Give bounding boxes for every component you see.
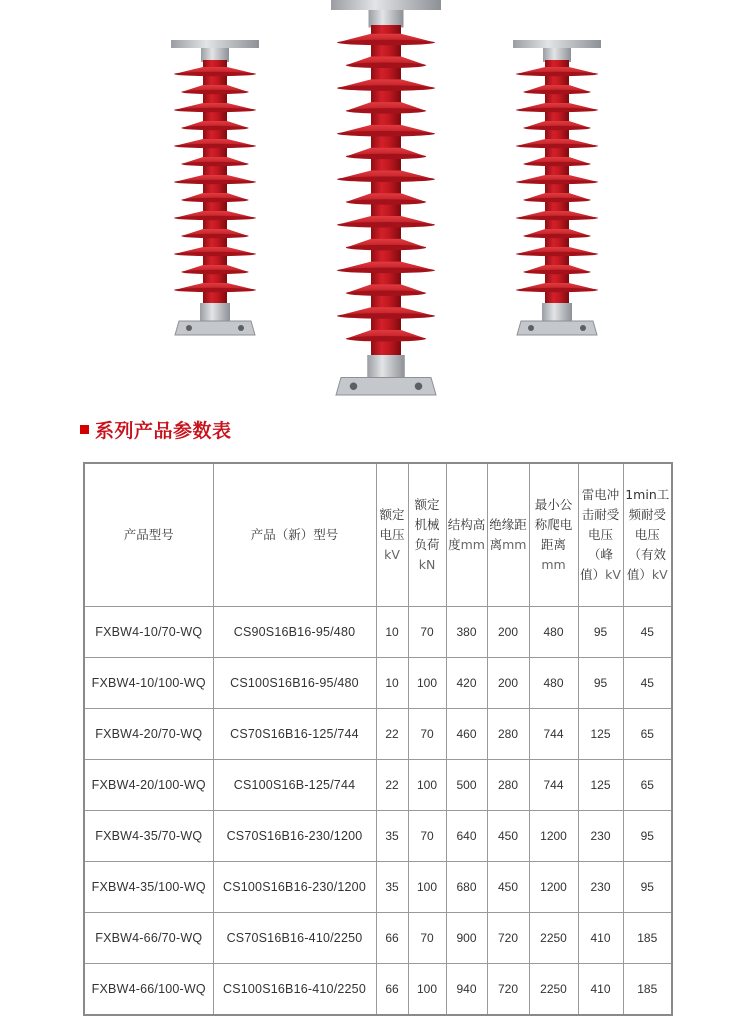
section-title: 系列产品参数表	[95, 419, 232, 442]
table-cell: CS100S16B16-410/2250	[213, 964, 376, 1016]
table-cell: 900	[446, 913, 487, 964]
table-cell: 200	[487, 658, 529, 709]
header-unit: mm	[541, 557, 566, 572]
table-cell: 100	[408, 658, 446, 709]
table-cell: 640	[446, 811, 487, 862]
table-cell: 70	[408, 811, 446, 862]
table-cell: 22	[376, 709, 408, 760]
heading-bullet-icon	[80, 425, 89, 434]
table-cell: 35	[376, 862, 408, 913]
header-label: 1min工频耐受电压（有效值）	[625, 487, 670, 582]
header-label: 额定机械负荷	[414, 497, 440, 552]
table-cell: CS70S16B16-230/1200	[213, 811, 376, 862]
table-cell: 45	[623, 607, 672, 658]
table-cell: CS70S16B16-410/2250	[213, 913, 376, 964]
table-cell: 450	[487, 862, 529, 913]
header-label: 产品（新）型号	[250, 527, 339, 542]
table-cell: 450	[487, 811, 529, 862]
table-cell: 185	[623, 913, 672, 964]
header-label: 结构高度	[447, 517, 486, 552]
table-cell: 744	[529, 760, 578, 811]
table-cell: 200	[487, 607, 529, 658]
table-cell: FXBW4-35/100-WQ	[84, 862, 213, 913]
table-cell: 280	[487, 709, 529, 760]
section-heading	[80, 414, 232, 444]
table-cell: 480	[529, 658, 578, 709]
table-cell: 1200	[529, 862, 578, 913]
table-cell: 720	[487, 964, 529, 1016]
table-cell: 100	[408, 964, 446, 1016]
table-cell: 70	[408, 709, 446, 760]
table-cell: 940	[446, 964, 487, 1016]
header-label: 雷电冲击耐受电压（峰值）	[580, 487, 620, 582]
header-unit: mm	[460, 537, 485, 552]
table-cell: 65	[623, 760, 672, 811]
table-cell: 22	[376, 760, 408, 811]
insulator-right	[513, 40, 601, 335]
table-cell: FXBW4-66/70-WQ	[84, 913, 213, 964]
header-label: 产品型号	[123, 527, 174, 542]
table-row	[84, 811, 672, 862]
table-cell: CS100S16B16-230/1200	[213, 862, 376, 913]
table-cell: 66	[376, 913, 408, 964]
table-cell: CS70S16B16-125/744	[213, 709, 376, 760]
header-label: 绝缘距离	[489, 517, 527, 552]
table-header-cell	[84, 463, 213, 607]
table-cell: 100	[408, 862, 446, 913]
table-header-cell	[408, 463, 446, 607]
table-cell: FXBW4-20/70-WQ	[84, 709, 213, 760]
table-cell: FXBW4-10/70-WQ	[84, 607, 213, 658]
table-cell: 66	[376, 964, 408, 1016]
table-cell: 230	[578, 862, 623, 913]
header-unit: kN	[418, 557, 436, 572]
table-cell: CS100S16B16-95/480	[213, 658, 376, 709]
table-cell: 95	[578, 607, 623, 658]
table-cell: 35	[376, 811, 408, 862]
table-row	[84, 913, 672, 964]
table-cell: 460	[446, 709, 487, 760]
table-cell: 720	[487, 913, 529, 964]
table-cell: FXBW4-66/100-WQ	[84, 964, 213, 1016]
table-row	[84, 709, 672, 760]
table-cell: 410	[578, 964, 623, 1016]
table-cell: CS90S16B16-95/480	[213, 607, 376, 658]
header-label: 最小公称爬电距离	[534, 497, 573, 552]
table-header-cell	[529, 463, 578, 607]
table-cell: 410	[578, 913, 623, 964]
table-cell: FXBW4-10/100-WQ	[84, 658, 213, 709]
table-cell: 65	[623, 709, 672, 760]
table-cell: 10	[376, 658, 408, 709]
insulator-left	[171, 40, 259, 335]
table-cell: 100	[408, 760, 446, 811]
table-cell: 125	[578, 709, 623, 760]
product-photo	[0, 0, 750, 405]
table-cell: 680	[446, 862, 487, 913]
table-cell: 230	[578, 811, 623, 862]
table-header-cell	[623, 463, 672, 607]
table-cell: 2250	[529, 913, 578, 964]
table-cell: 500	[446, 760, 487, 811]
table-cell: 185	[623, 964, 672, 1016]
table-cell: 480	[529, 607, 578, 658]
table-cell: 95	[578, 658, 623, 709]
table-cell: 70	[408, 607, 446, 658]
table-cell: 1200	[529, 811, 578, 862]
table-cell: FXBW4-20/100-WQ	[84, 760, 213, 811]
table-cell: 95	[623, 811, 672, 862]
header-unit: kV	[384, 547, 400, 562]
table-row	[84, 964, 672, 1016]
table-cell: 2250	[529, 964, 578, 1016]
insulator-center	[331, 0, 441, 395]
table-cell: 380	[446, 607, 487, 658]
table-cell: 95	[623, 862, 672, 913]
table-header-cell	[487, 463, 529, 607]
table-header-row	[84, 463, 672, 607]
parameter-table	[83, 462, 673, 1016]
header-label: 额定电压	[379, 507, 405, 542]
table-row	[84, 760, 672, 811]
table-cell: 125	[578, 760, 623, 811]
table-cell: CS100S16B-125/744	[213, 760, 376, 811]
table-header-cell	[376, 463, 408, 607]
table-row	[84, 607, 672, 658]
table-header-cell	[578, 463, 623, 607]
header-unit: mm	[502, 537, 527, 552]
table-cell: FXBW4-35/70-WQ	[84, 811, 213, 862]
table-row	[84, 658, 672, 709]
table-cell: 70	[408, 913, 446, 964]
table-cell: 420	[446, 658, 487, 709]
table-cell: 744	[529, 709, 578, 760]
table-cell: 10	[376, 607, 408, 658]
table-row	[84, 862, 672, 913]
table-header-cell	[213, 463, 376, 607]
table-cell: 45	[623, 658, 672, 709]
table-header-cell	[446, 463, 487, 607]
table-cell: 280	[487, 760, 529, 811]
header-unit: kV	[605, 567, 621, 582]
header-unit: kV	[651, 567, 668, 582]
